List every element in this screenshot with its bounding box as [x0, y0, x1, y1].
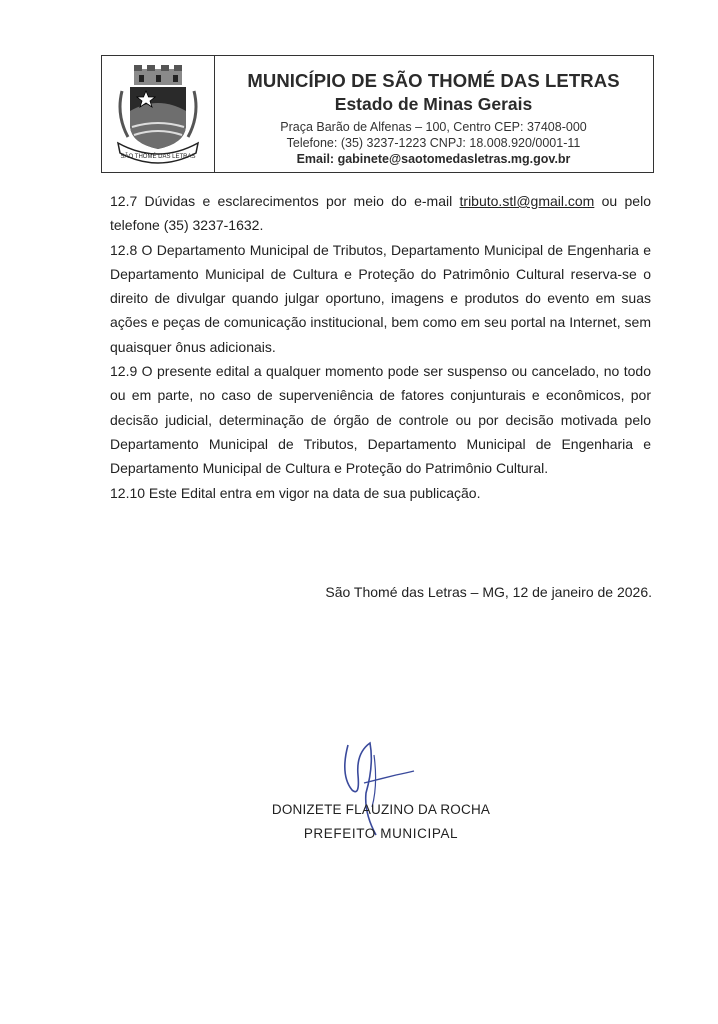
signatory-name: DONIZETE FLAUZINO DA ROCHA [271, 802, 491, 817]
clause-12-8: 12.8 O Departamento Municipal de Tributos, Departamento Municipal de Engenharia e Departamento Municipal de Cultura e Proteção do Patrimônio Cultural reserva-se o direito de divulgar quando julgar oportuno, imagens e produtos do evento em suas ações e peças de comunicação institucional, bem como em seu portal na Internet, sem quaisquer ônus adicionais. [110, 241, 651, 355]
municipal-coat-of-arms-logo [112, 65, 204, 165]
letterhead-text [214, 56, 653, 172]
crest-frame [102, 56, 215, 172]
letterhead [101, 55, 654, 173]
clause-12-10: 12.10 Este Edital entra em vigor na data de sua publicação. [110, 484, 481, 501]
clause-12-7-text-b: ou pelo telefone (35) 3237-1632. [110, 193, 651, 234]
phone-cnpj-line: Telefone: (35) 3237-1223 CNPJ: 18.008.920/0001-11 [286, 136, 581, 150]
state-subtitle: Estado de Minas Gerais [334, 94, 533, 114]
clause-12-7-text-a: 12.7 Dúvidas e esclarecimentos por meio do e-mail [110, 193, 460, 209]
email-line: Email: gabinete@saotomedasletras.mg.gov.br [296, 152, 571, 166]
place-date-line: São Thomé das Letras – MG, 12 de janeiro de 2026. [325, 584, 652, 600]
clause-12-7 [110, 189, 651, 238]
contact-email-link[interactable]: tributo.stl@gmail.com [459, 193, 595, 209]
address-line: Praça Barão de Alfenas – 100, Centro CEP: 37408-000 [280, 120, 587, 134]
crest-ribbon-text: SÃO THOMÉ DAS LETRAS [120, 154, 196, 160]
document-body [110, 189, 651, 505]
signatory-role: PREFEITO MUNICIPAL [303, 826, 459, 841]
clause-12-9: 12.9 O presente edital a qualquer momento pode ser suspenso ou cancelado, no todo ou em parte, no caso de superveniência de fatores conjunturais e econômicos, por decisão judicial, determinação de órgão de controle ou por decisão motivada pelo Departamento Municipal de Tributos, Departamento Municipal de Engenharia e Departamento Municipal de Cultura e Proteção do Patrimônio Cultural. [110, 363, 651, 477]
municipality-title: MUNICÍPIO DE SÃO THOMÉ DAS LETRAS [247, 70, 620, 91]
